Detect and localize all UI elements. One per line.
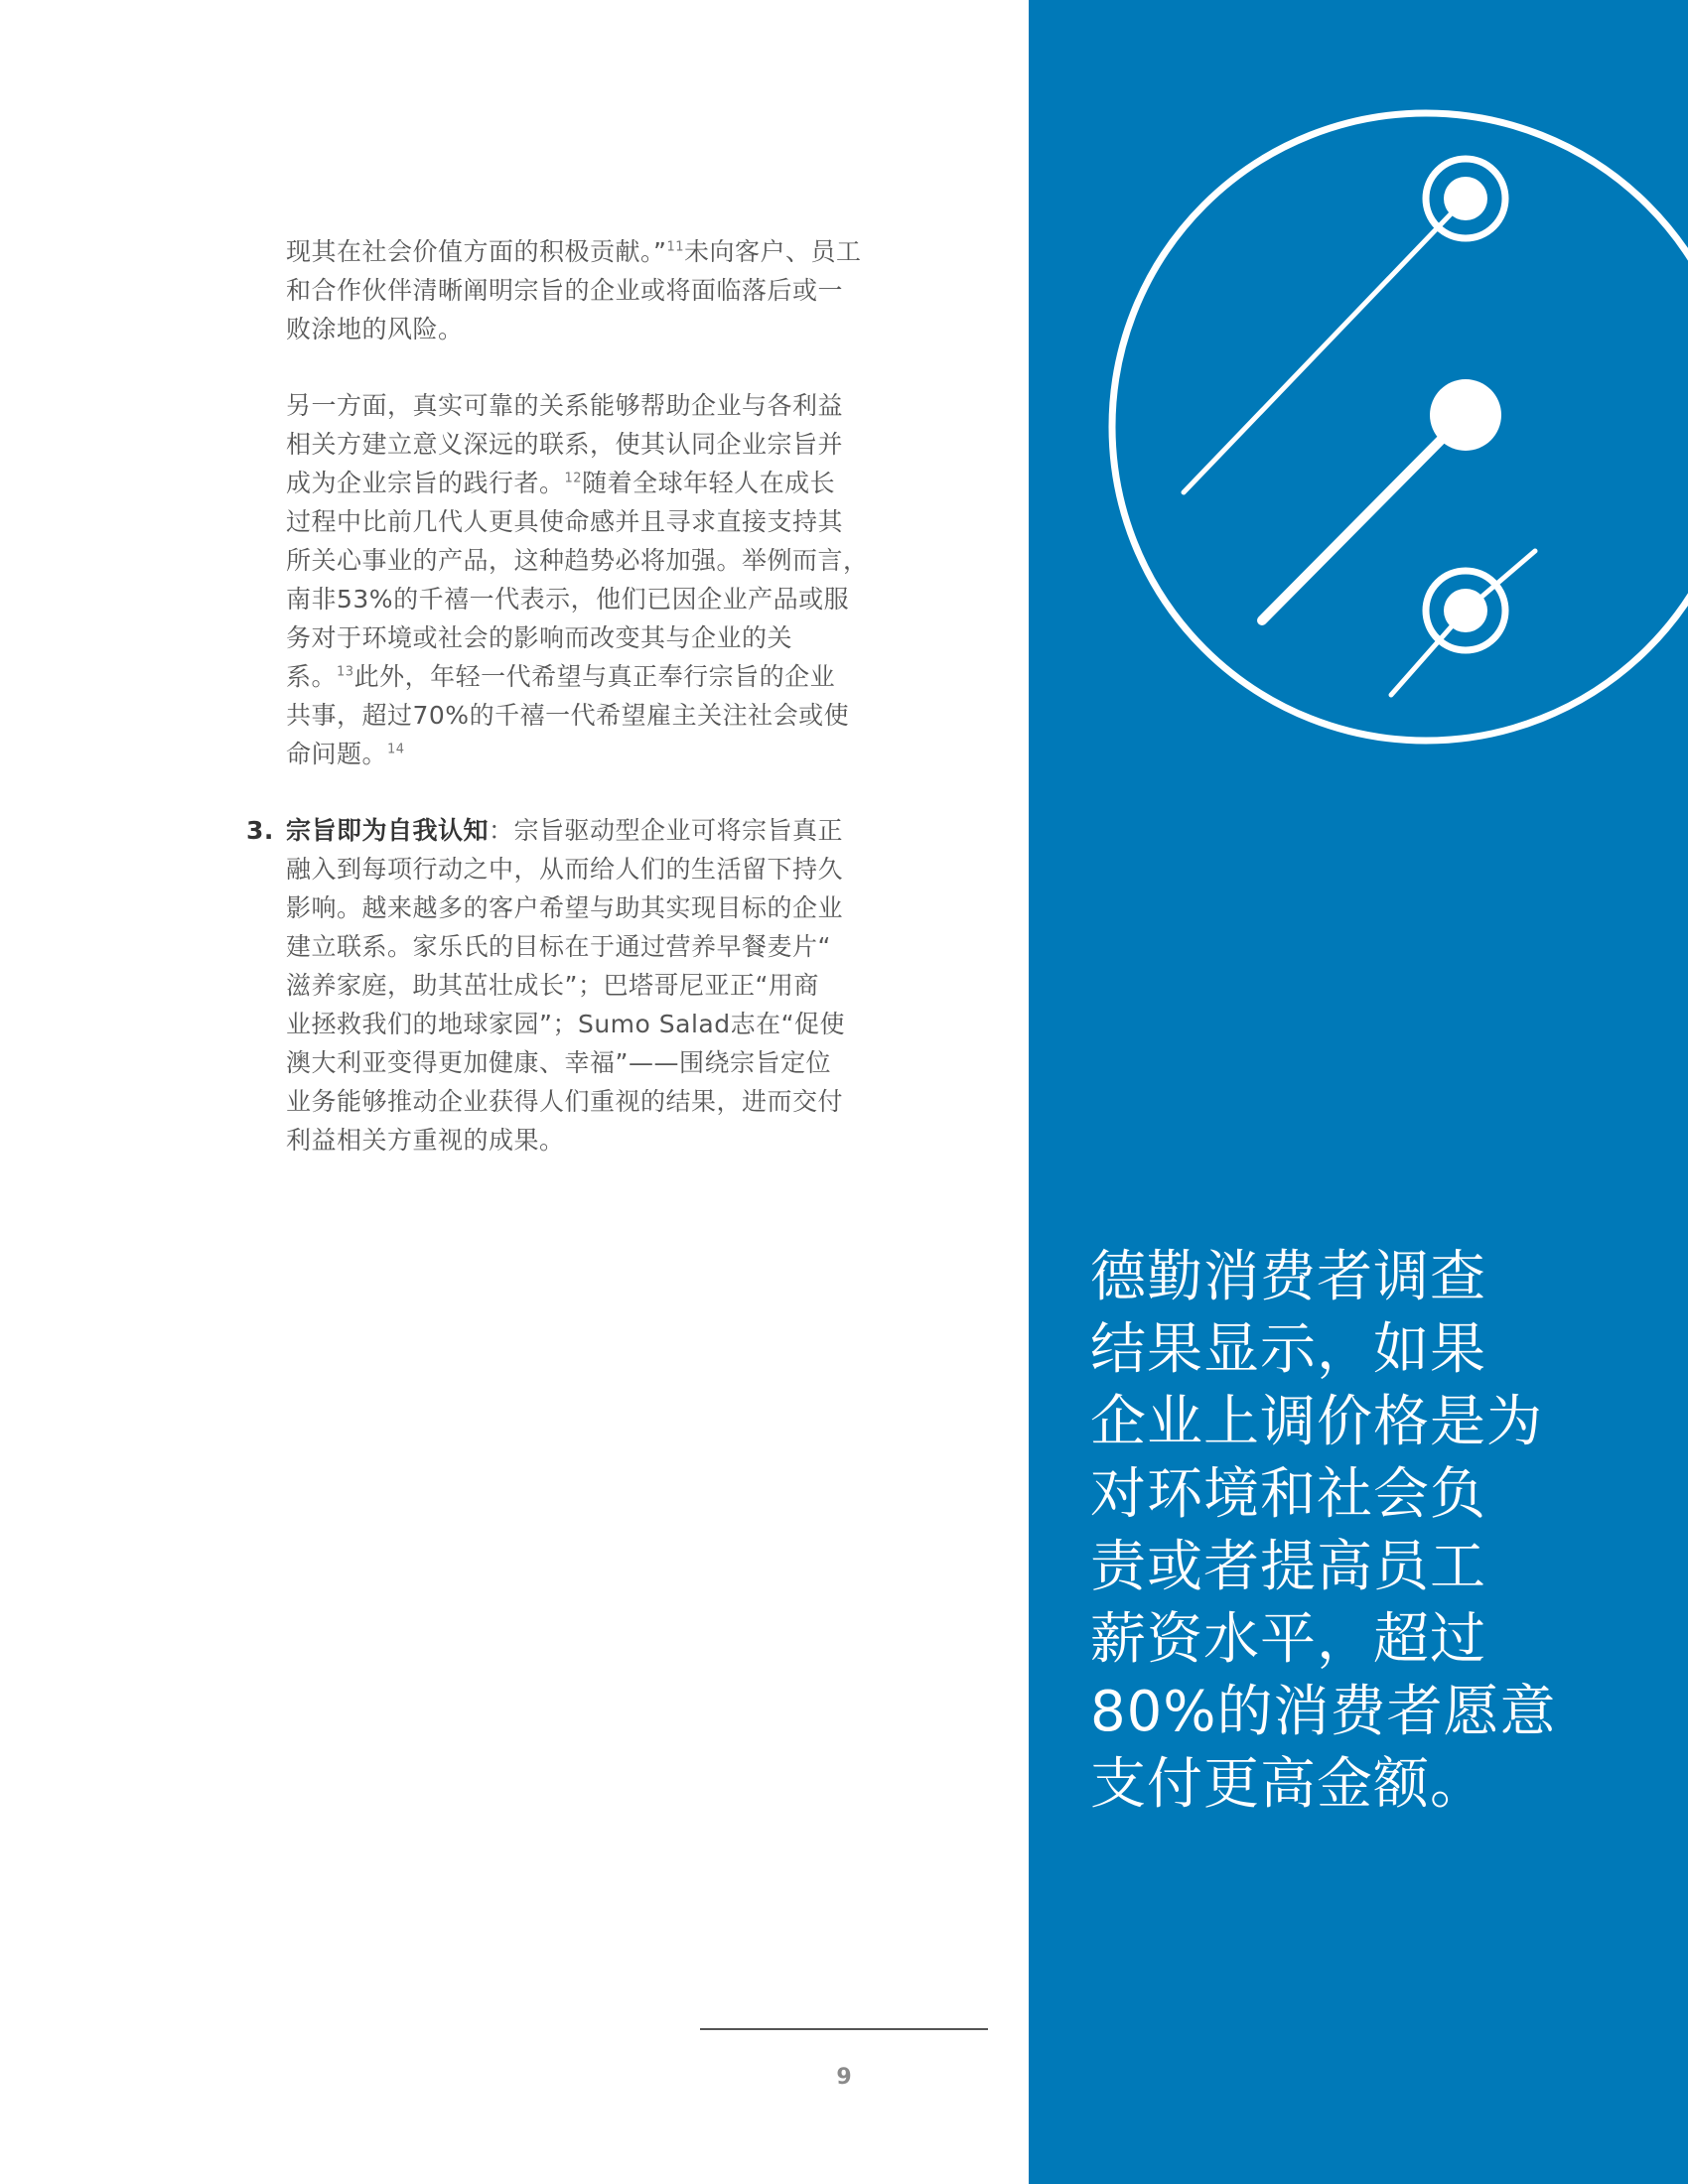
paragraph-purpose-risk: 现其在社会价值方面的积极贡献。”$^{11}$未向客户、员工 和合作伙伴清晰阐明宗旨的企业或将面临落后或一 败涂地的风险。 (286, 237, 862, 343)
footnote-ref[interactable]: 12 (564, 471, 583, 486)
paragraph-authentic-relationships: 另一方面，真实可靠的关系能够帮助企业与各利益 相关方建立意义深远的联系，使其认同企业宗旨并 成为企业宗旨的践行者。$^{12}$随着全球年轻人在成长 过程中比前几代人更具使命感并且寻求直接支持其 所关心事业的产品，这种趋势必将加强。举例而言， 南非53%的千禧一代表示，他们已因企业产品或服 务对于环境或社会的影响而改变其与企业的关 系。$^{13}$此外，年轻一代希望与真正奉行宗旨的企业 共事，超过70%的千禧一代希望雇主关注社会或使 命问题。$^{14}$ (286, 391, 869, 768)
list-number: 3. (246, 816, 274, 845)
footnote-ref[interactable]: 11 (666, 239, 684, 255)
main-text-column (246, 232, 882, 1160)
list-item-heading: 宗旨即为自我认知 (286, 816, 490, 845)
survey-callout: 德勤消费者调查 结果显示，如果 企业上调价格是为 对环境和社会负 责或者提高员工 薪资水平，超过 80%的消费者愿意 支付更高金额。 (1090, 1245, 1557, 1817)
list-item-3: 3. 宗旨即为自我认知：宗旨驱动型企业可将宗旨真正 融入到每项行动之中，从而给人们的生活留下持久 影响。越来越多的客户希望与助其实现目标的企业 建立联系。家乐氏的目标在于通过营养早餐麦片“ 滋养家庭，助其茁壮成长”；巴塔哥尼亚正“用商 业拯救我们的地球家园”；Sumo Salad志在“促使 澳大利亚变得更加健康、幸福”——围绕宗旨定位 业务能够推动企业获得人们重视的结果，进而交付 利益相关方重视的成果。 (286, 811, 882, 1160)
circle-network-icon (1029, 0, 1688, 754)
footnote-ref[interactable]: 14 (387, 742, 405, 757)
footnote-ref[interactable]: 13 (337, 664, 354, 680)
sidebar-panel (1029, 0, 1688, 2184)
footer-divider (700, 2028, 988, 2030)
page-number: 9 (836, 2065, 852, 2090)
